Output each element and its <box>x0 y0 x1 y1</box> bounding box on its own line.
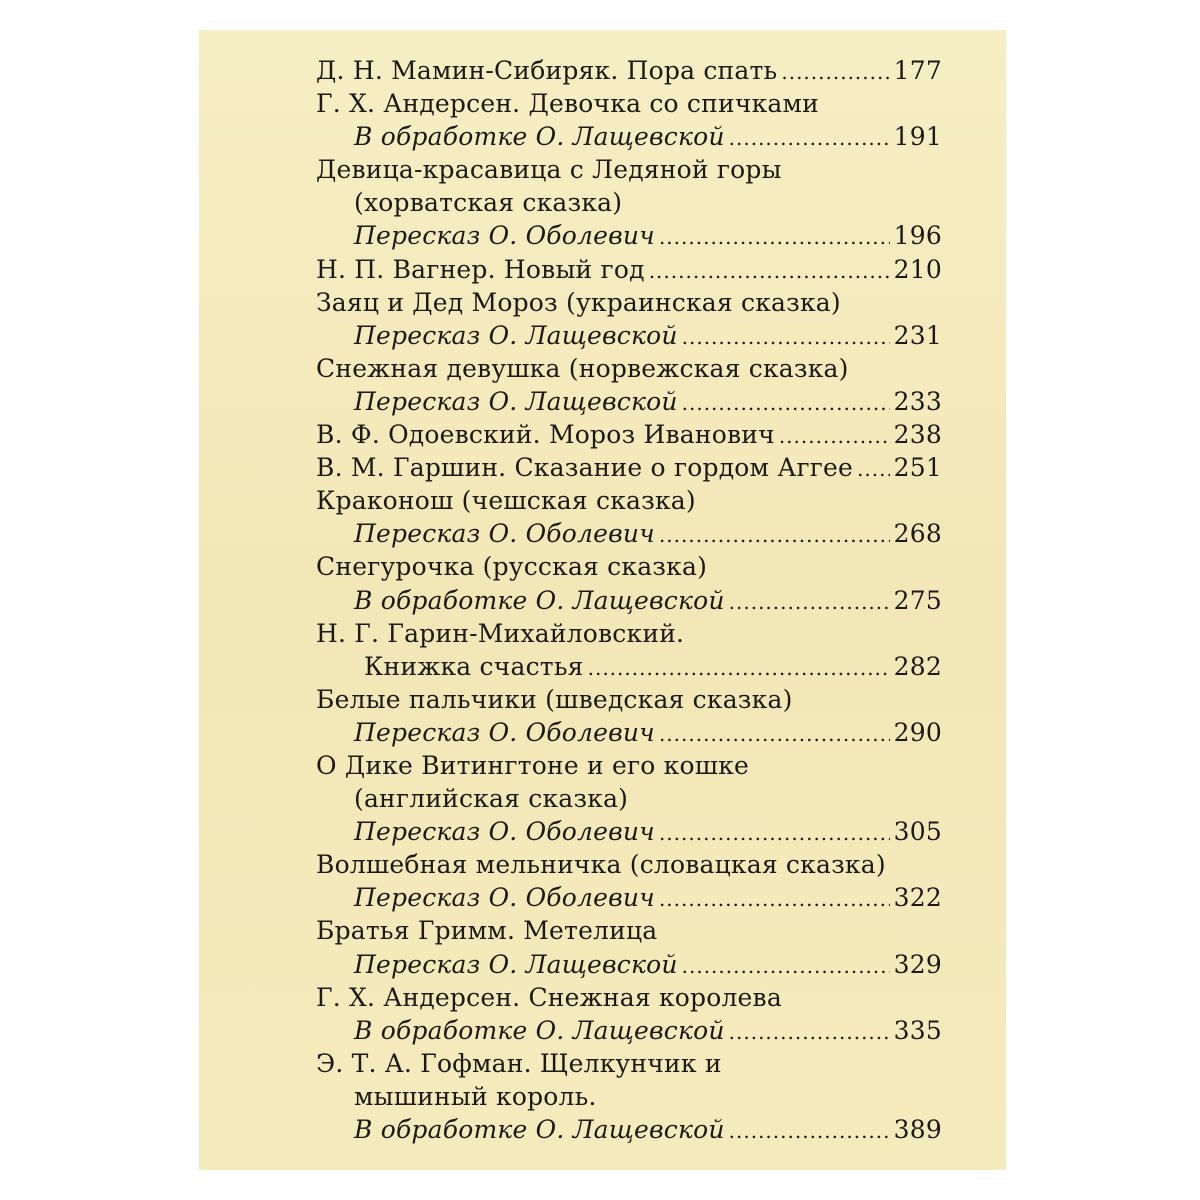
toc-page-number: 290 <box>893 717 942 747</box>
toc-entry-text: Д. Н. Мамин-Сибиряк. Пора спать <box>316 56 778 85</box>
toc-entry-text: Пересказ О. Оболевич <box>354 817 655 847</box>
toc-entry-text: В обработке О. Лащевской <box>354 1015 725 1045</box>
toc-line <box>316 716 942 749</box>
dot-leader <box>659 718 890 751</box>
toc-entry-text: Девица-красавица с Ледяной горы <box>316 155 782 185</box>
toc-entry-text: Пересказ О. Лащевской <box>354 949 678 979</box>
toc-entry-text: В обработке О. Лащевской <box>354 1115 725 1144</box>
toc-line <box>316 1113 942 1146</box>
toc-line <box>316 484 942 517</box>
toc-line <box>316 881 942 914</box>
dot-leader <box>779 420 890 453</box>
toc-entry-text: Пересказ О. Оболевич <box>354 519 655 549</box>
toc-entry-text: Книжка счастья <box>364 651 584 681</box>
toc-page-number: 177 <box>893 56 942 85</box>
toc-page-number: 196 <box>893 221 942 251</box>
toc-line <box>316 87 942 120</box>
toc-line <box>316 319 942 352</box>
toc-entry-text: Г. Х. Андерсен. Девочка со спичками <box>316 89 820 119</box>
toc-line <box>316 815 942 848</box>
dot-leader <box>659 221 890 254</box>
toc-line <box>316 948 942 981</box>
toc-page-number: 268 <box>893 519 942 549</box>
toc-entry-text: (хорватская сказка) <box>354 188 623 218</box>
dot-leader <box>659 883 890 916</box>
toc-entry-text: мышиный король. <box>354 1081 597 1111</box>
dot-leader <box>588 652 890 685</box>
toc-line <box>316 219 942 252</box>
toc-page-number: 329 <box>893 949 942 979</box>
toc-line <box>316 186 942 219</box>
toc-page-number: 275 <box>893 585 942 615</box>
toc-line <box>316 1014 942 1047</box>
table-of-contents <box>316 54 942 1146</box>
toc-line <box>316 617 942 650</box>
toc-line <box>316 54 942 87</box>
toc-line <box>316 120 942 153</box>
toc-page-number: 282 <box>893 651 942 681</box>
book-page <box>199 30 1006 1170</box>
toc-page-number: 233 <box>893 386 942 416</box>
toc-entry-text: В обработке О. Лащевской <box>354 585 725 615</box>
toc-entry-text: Волшебная мельничка (словацкая сказка) <box>316 850 886 880</box>
toc-line <box>316 418 942 451</box>
toc-entry-text: Пересказ О. Лащевской <box>354 320 678 350</box>
toc-line <box>316 683 942 716</box>
toc-entry-text: Братья Гримм. Метелица <box>316 916 658 946</box>
toc-entry-text: В. М. Гаршин. Сказание о гордом Аггее <box>316 453 854 483</box>
dot-leader <box>729 122 890 155</box>
toc-line <box>316 253 942 286</box>
toc-page-number: 191 <box>893 122 942 152</box>
toc-line <box>316 1080 942 1113</box>
toc-entry-text: В. Ф. Одоевский. Мороз Иванович <box>316 420 775 450</box>
toc-page-number: 322 <box>893 883 942 913</box>
toc-page-number: 305 <box>893 817 942 847</box>
toc-line <box>316 385 942 418</box>
toc-entry-text: (английская сказка) <box>354 784 629 814</box>
toc-entry-text: Пересказ О. Оболевич <box>354 717 655 747</box>
toc-entry-text: Н. Г. Гарин-Михайловский. <box>316 618 685 648</box>
toc-line <box>316 1047 942 1080</box>
toc-entry-text: Снегурочка (русская сказка) <box>316 552 708 582</box>
dot-leader <box>857 453 890 486</box>
toc-entry-text: Заяц и Дед Мороз (украинская сказка) <box>316 287 841 317</box>
toc-line <box>316 650 942 683</box>
toc-line <box>316 981 942 1014</box>
toc-entry-text: Белые пальчики (шведская сказка) <box>316 684 793 714</box>
dot-leader <box>781 56 889 89</box>
toc-line <box>316 286 942 319</box>
dot-leader <box>659 519 890 552</box>
dot-leader <box>659 817 890 850</box>
dot-leader <box>682 321 890 354</box>
toc-line <box>316 584 942 617</box>
toc-entry-text: Г. Х. Андерсен. Снежная королева <box>316 982 782 1012</box>
toc-entry-text: О Дике Витингтоне и его кошке <box>316 750 750 780</box>
toc-line <box>316 451 942 484</box>
toc-line <box>316 352 942 385</box>
toc-line <box>316 517 942 550</box>
toc-entry-text: Краконош (чешская сказка) <box>316 486 696 516</box>
toc-page-number: 231 <box>893 320 942 350</box>
dot-leader <box>682 950 890 983</box>
toc-entry-text: В обработке О. Лащевской <box>354 122 725 152</box>
toc-page-number: 238 <box>893 420 942 450</box>
toc-line <box>316 782 942 815</box>
toc-line <box>316 550 942 583</box>
toc-line <box>316 153 942 186</box>
toc-page-number: 335 <box>893 1015 942 1045</box>
dot-leader <box>649 255 890 288</box>
toc-entry-text: Пересказ О. Оболевич <box>354 883 655 913</box>
toc-entry-text: Снежная девушка (норвежская сказка) <box>316 353 849 383</box>
toc-entry-text: Пересказ О. Оболевич <box>354 221 655 251</box>
dot-leader <box>682 387 890 420</box>
toc-page-number: 251 <box>893 453 942 483</box>
dot-leader <box>729 1016 890 1049</box>
toc-line <box>316 848 942 881</box>
dot-leader <box>729 586 890 619</box>
toc-line <box>316 914 942 947</box>
toc-entry-text: Пересказ О. Лащевской <box>354 386 678 416</box>
toc-line <box>316 749 942 782</box>
toc-page-number: 210 <box>893 254 942 284</box>
toc-entry-text: Н. П. Вагнер. Новый год <box>316 254 645 284</box>
toc-entry-text: Э. Т. А. Гофман. Щелкунчик и <box>316 1048 722 1078</box>
toc-page-number: 389 <box>893 1115 942 1144</box>
dot-leader <box>729 1115 890 1148</box>
